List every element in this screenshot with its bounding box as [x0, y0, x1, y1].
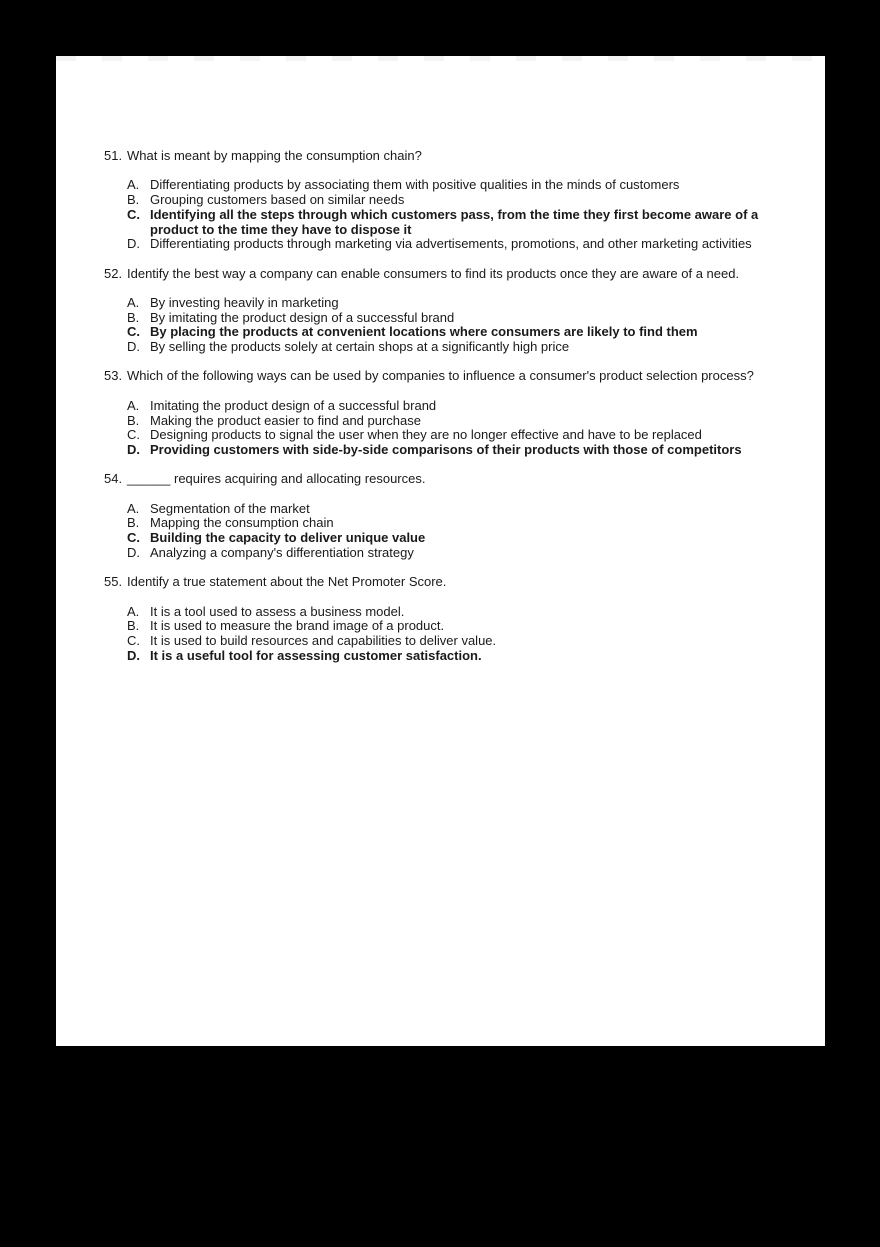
- option-row: [104, 605, 776, 620]
- options-list: [104, 502, 776, 561]
- option-letter: B.: [127, 618, 140, 634]
- questions-list: [104, 149, 776, 678]
- option-text: It is used to measure the brand image of a product.: [150, 618, 445, 634]
- option-row: [104, 340, 776, 355]
- question-text: ______ requires acquiring and allocating resources.: [127, 471, 426, 487]
- option-letter: D.: [127, 647, 140, 663]
- option-text: Building the capacity to deliver unique value: [150, 530, 426, 546]
- option-letter: D.: [127, 544, 140, 560]
- option-row: [104, 649, 776, 664]
- option-letter: C.: [127, 530, 140, 546]
- option-text: It is used to build resources and capabilities to deliver value.: [150, 633, 497, 649]
- option-letter: A.: [127, 500, 140, 516]
- option-text: Designing products to signal the user when they are no longer effective and have to be replaced: [150, 427, 702, 443]
- option-row: [104, 208, 776, 237]
- scan-artifact: [56, 56, 825, 61]
- question-block: [104, 267, 776, 355]
- options-list: [104, 605, 776, 664]
- options-list: [104, 296, 776, 355]
- question-text: Which of the following ways can be used by companies to influence a consumer's product selection process?: [127, 368, 754, 384]
- option-letter: B.: [127, 412, 140, 428]
- option-text: Analyzing a company's differentiation strategy: [150, 544, 414, 560]
- option-row: [104, 531, 776, 546]
- option-row: [104, 619, 776, 634]
- question-line: [104, 472, 776, 487]
- option-text: Identifying all the steps through which customers pass, from the time they first become aware of a product to the time they have to dispose it: [150, 206, 759, 237]
- question-text: Identify a true statement about the Net Promoter Score.: [127, 574, 447, 590]
- option-text: Segmentation of the market: [150, 500, 310, 516]
- option-letter: C.: [127, 427, 140, 443]
- question-block: [104, 369, 776, 457]
- option-text: It is a useful tool for assessing customer satisfaction.: [150, 647, 482, 663]
- option-letter: B.: [127, 192, 140, 208]
- option-text: Mapping the consumption chain: [150, 515, 334, 531]
- question-line: [104, 369, 776, 384]
- option-row: [104, 237, 776, 252]
- option-letter: A.: [127, 397, 140, 413]
- option-row: [104, 516, 776, 531]
- option-row: [104, 193, 776, 208]
- option-row: [104, 178, 776, 193]
- option-row: [104, 502, 776, 517]
- option-text: By selling the products solely at certain shops at a significantly high price: [150, 339, 570, 355]
- question-line: [104, 575, 776, 590]
- option-row: [104, 546, 776, 561]
- option-row: [104, 428, 776, 443]
- option-letter: B.: [127, 515, 140, 531]
- option-text: By investing heavily in marketing: [150, 294, 339, 310]
- option-letter: C.: [127, 324, 140, 340]
- option-letter: C.: [127, 633, 140, 649]
- question-number: 52.: [104, 265, 123, 281]
- option-letter: A.: [127, 603, 140, 619]
- option-row: [104, 634, 776, 649]
- option-letter: D.: [127, 441, 140, 457]
- option-text: It is a tool used to assess a business model.: [150, 603, 405, 619]
- question-block: [104, 575, 776, 663]
- options-list: [104, 178, 776, 252]
- question-number: 51.: [104, 148, 123, 163]
- question-text: What is meant by mapping the consumption chain?: [127, 148, 422, 163]
- option-text: Providing customers with side-by-side comparisons of their products with those of competitors: [150, 441, 742, 457]
- option-text: By imitating the product design of a successful brand: [150, 309, 455, 325]
- option-letter: D.: [127, 236, 140, 252]
- document-page: [56, 56, 825, 1046]
- option-letter: A.: [127, 294, 140, 310]
- option-row: [104, 414, 776, 429]
- question-number: 54.: [104, 471, 123, 487]
- question-line: [104, 149, 776, 164]
- option-row: [104, 311, 776, 326]
- option-row: [104, 443, 776, 458]
- option-letter: D.: [127, 339, 140, 355]
- option-text: Grouping customers based on similar needs: [150, 192, 405, 208]
- question-number: 55.: [104, 574, 123, 590]
- option-text: Differentiating products by associating them with positive qualities in the minds of customers: [150, 177, 680, 193]
- option-text: By placing the products at convenient locations where consumers are likely to find them: [150, 324, 698, 340]
- option-text: Differentiating products through marketing via advertisements, promotions, and other marketing activities: [150, 236, 752, 252]
- option-letter: C.: [127, 206, 140, 222]
- option-letter: A.: [127, 177, 140, 193]
- option-row: [104, 296, 776, 311]
- option-text: Making the product easier to find and purchase: [150, 412, 422, 428]
- option-row: [104, 325, 776, 340]
- question-line: [104, 267, 776, 282]
- option-letter: B.: [127, 309, 140, 325]
- option-text: Imitating the product design of a successful brand: [150, 397, 437, 413]
- question-block: [104, 149, 776, 252]
- question-number: 53.: [104, 368, 123, 384]
- question-block: [104, 472, 776, 560]
- question-text: Identify the best way a company can enable consumers to find its products once they are aware of a need.: [127, 265, 740, 281]
- options-list: [104, 399, 776, 458]
- option-row: [104, 399, 776, 414]
